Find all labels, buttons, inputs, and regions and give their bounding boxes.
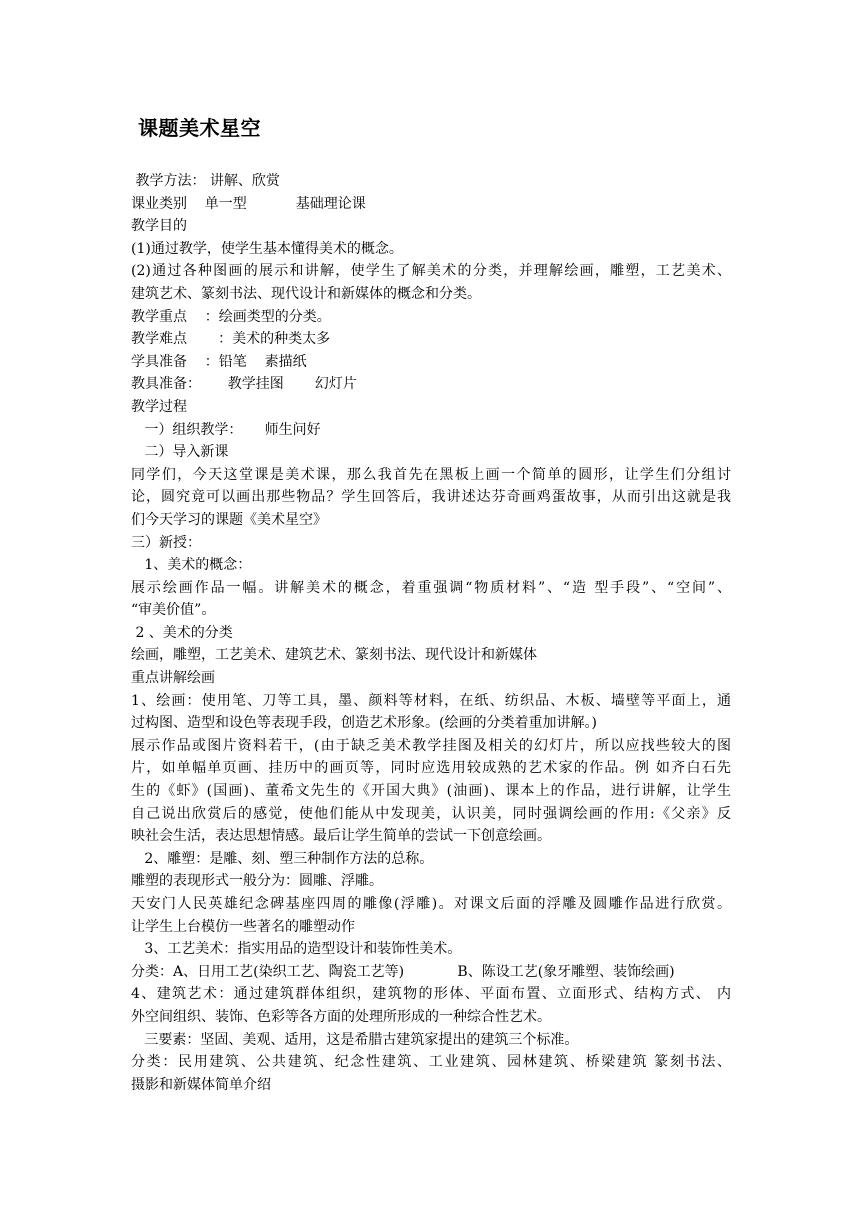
text-line: 教具准备： 教学挂图 幻灯片 [131, 376, 357, 393]
text-line: 教学难点 ：美术的种类太多 [131, 331, 331, 348]
text-line: 三）新授： [131, 534, 201, 551]
text-line: 绘画，雕塑，工艺美术、建筑艺术、篆刻书法、现代设计和新媒体 [131, 647, 537, 664]
text-line: 展示绘画作品一幅。讲解美术的概念，着重强调“物质材料”、“造 型手段”、“空间”、 [131, 579, 731, 596]
text-line: 1、美术的概念： [131, 557, 252, 574]
text-line: 二）导入新课 [131, 444, 229, 461]
text-line: 让学生上台模仿一些著名的雕塑动作 [131, 918, 355, 935]
text-line: 建筑艺术、篆刻书法、现代设计和新媒体的概念和分类。 [131, 285, 481, 302]
text-line: 片，如单幅单页画、挂历中的画页等，同时应选用较成熟的艺术家的作品。例 如齐白石先 [131, 760, 731, 777]
text-line: 3、工艺美术：指实用品的造型设计和装饰性美术。 [131, 941, 462, 958]
text-line: 教学方法： 讲解、欣赏 [131, 173, 280, 189]
text-line: 论，圆究竟可以画出那些物品？学生回答后，我讲述达芬奇画鸡蛋故事，从而引出这就是我 [131, 489, 731, 506]
text-line: 4、建筑艺术：通过建筑群体组织，建筑物的形体、平面布置、立面形式、结构方式、 内 [131, 986, 731, 1003]
text-line: 摄影和新媒体简单介绍 [131, 1076, 271, 1093]
text-line: 展示作品或图片资料若干，(由于缺乏美术教学挂图及相关的幻灯片，所以应找些较大的图 [131, 737, 731, 754]
text-line: 分类：A、日用工艺(染织工艺、陶瓷工艺等) B、陈设工艺(象牙雕塑、装饰绘画) [131, 963, 675, 980]
text-line: 2、雕塑：是雕、刻、塑三种制作方法的总称。 [131, 850, 434, 867]
text-line: 同学们，今天这堂课是美术课，那么我首先在黑板上画一个简单的圆形，让学生们分组讨 [131, 466, 731, 483]
text-line: 三要素：坚固、美观、适用，这是希腊古建筑家提出的建筑三个标准。 [131, 1031, 579, 1048]
text-line: 分类：民用建筑、公共建筑、纪念性建筑、工业建筑、园林建筑、桥梁建筑 篆刻书法、 [131, 1054, 731, 1071]
text-line: 一）组织教学： 师生问好 [131, 421, 321, 438]
text-line: 课业类别 单一型 基础理论课 [131, 195, 366, 212]
text-line: 2 、美术的分类 [131, 624, 233, 641]
text-line: “审美价值”。 [131, 602, 216, 619]
text-line: 教学目的 [131, 218, 187, 235]
text-line: 生的《虾》(国画)、董希文先生的《开国大典》(油画)、课本上的作品，进行讲解，让学生 [131, 783, 731, 800]
text-line: 教学重点 ：绘画类型的分类。 [131, 308, 331, 325]
text-line: 教学过程 [131, 398, 187, 415]
text-line: 雕塑的表现形式一般分为：圆雕、浮雕。 [131, 873, 383, 890]
text-line: 外空间组织、装饰、色彩等各方面的处理所形成的一种综合性艺术。 [131, 1008, 551, 1025]
text-line: 1、绘画：使用笔、刀等工具，墨、颜料等材料，在纸、纺织品、木板、墙壁等平面上，通 [131, 692, 731, 709]
text-line: (2)通过各种图画的展示和讲解，使学生了解美术的分类，并理解绘画，雕塑，工艺美术、 [131, 263, 731, 280]
text-line: 映社会生活，表达思想情感。最后让学生简单的尝试一下创意绘画。 [131, 828, 551, 845]
document-body [131, 170, 731, 1096]
text-line: 们今天学习的课题《美术星空》 [131, 511, 327, 528]
text-line: 自己说出欣赏后的感觉，使他们能从中发现美，认识美，同时强调绘画的作用:《父亲》反 [131, 805, 731, 822]
text-line: 过构图、造型和设色等表现手段，创造艺术形象。(绘画的分类着重加讲解。) [131, 715, 597, 732]
text-line: (1)通过教学，使学生基本懂得美术的概念。 [131, 240, 403, 257]
text-line: 重点讲解绘画 [131, 670, 215, 687]
text-line: 天安门人民英雄纪念碑基座四周的雕像(浮雕)。对课文后面的浮雕及圆雕作品进行欣赏。 [131, 896, 731, 912]
text-line: 学具准备 ：铅笔 素描纸 [131, 353, 307, 370]
document-title: 课题美术星空 [138, 116, 261, 140]
